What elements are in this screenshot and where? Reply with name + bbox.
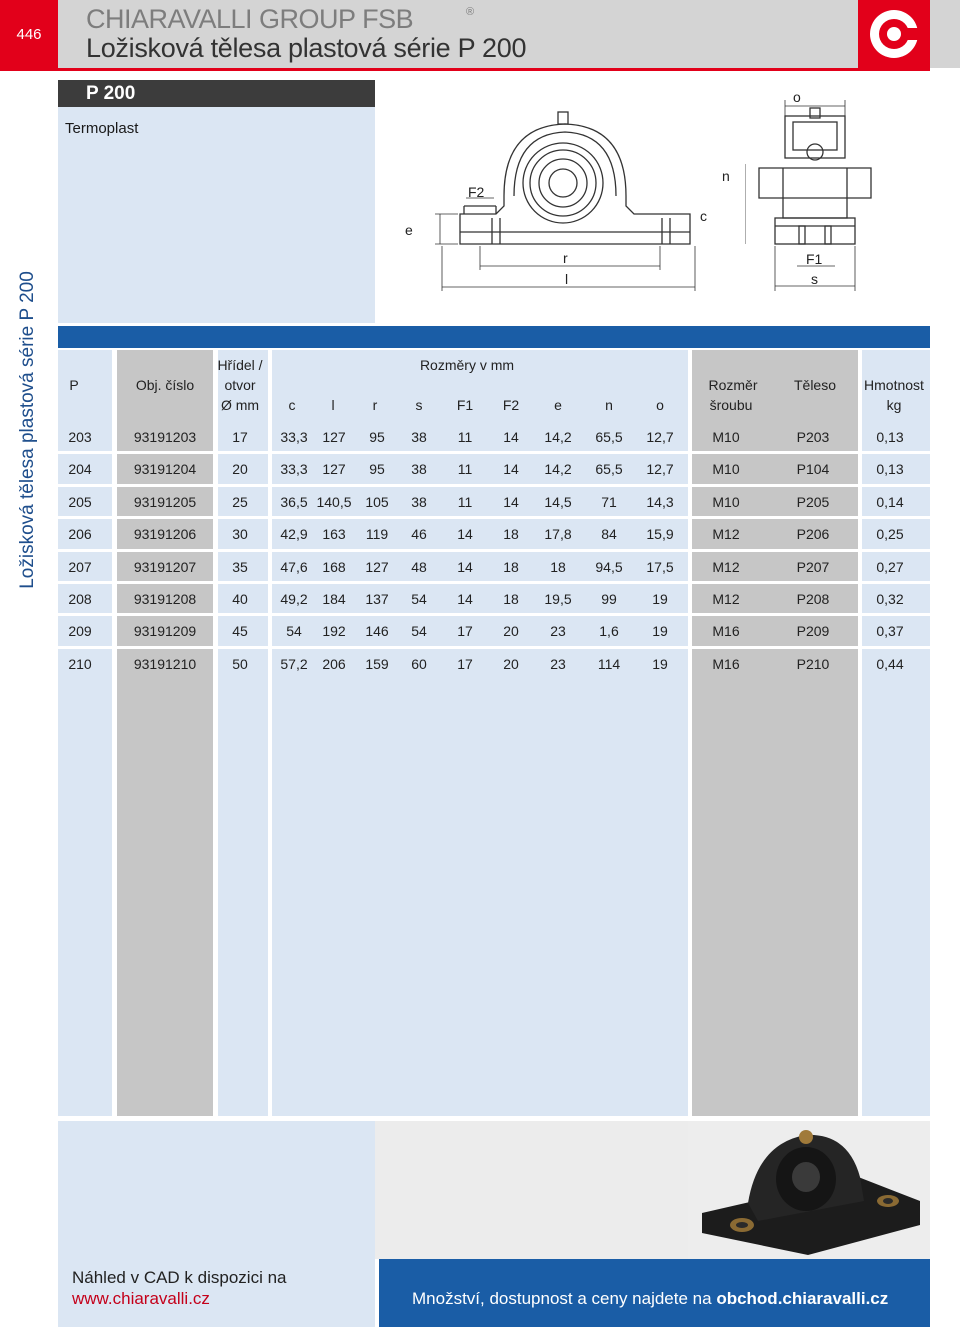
cell-f1: 17 xyxy=(457,656,473,672)
cell-e: 19,5 xyxy=(544,591,572,607)
cad-text: Náhled v CAD k dispozici na xyxy=(72,1268,287,1287)
cell-body: P209 xyxy=(796,623,830,639)
cell-p: 208 xyxy=(68,591,92,607)
th-r: r xyxy=(372,397,378,413)
th-weight-line1: Hmotnost xyxy=(864,377,924,393)
th-shaft-line3: Ø mm xyxy=(220,397,260,413)
series-title: P 200 xyxy=(86,83,136,104)
cell-weight: 0,37 xyxy=(876,623,904,639)
cell-e: 14,5 xyxy=(544,494,572,510)
cell-c: 57,2 xyxy=(280,656,308,672)
cell-p: 206 xyxy=(68,526,92,542)
cell-r: 146 xyxy=(365,623,389,639)
cell-p: 209 xyxy=(68,623,92,639)
cell-c: 33,3 xyxy=(280,461,308,477)
cell-shaft-diameter: 35 xyxy=(232,559,248,575)
cell-f1: 11 xyxy=(457,461,473,477)
cell-order-number: 93191205 xyxy=(133,494,197,510)
th-bolt-line1: Rozměr xyxy=(708,377,758,393)
dim-label-r: r xyxy=(563,250,568,266)
cell-shaft-diameter: 40 xyxy=(232,591,248,607)
cell-r: 105 xyxy=(365,494,389,510)
cell-p: 207 xyxy=(68,559,92,575)
cell-r: 95 xyxy=(369,429,385,445)
cell-f2: 14 xyxy=(503,494,519,510)
cell-order-number: 93191206 xyxy=(133,526,197,542)
cell-o: 14,3 xyxy=(646,494,674,510)
cell-shaft-diameter: 50 xyxy=(232,656,248,672)
cell-weight: 0,13 xyxy=(876,461,904,477)
cell-bolt-size: M12 xyxy=(712,559,740,575)
cell-f2: 18 xyxy=(503,526,519,542)
th-body: Těleso xyxy=(793,377,837,393)
th-o: o xyxy=(656,397,664,413)
cell-l: 127 xyxy=(322,461,346,477)
cell-f1: 11 xyxy=(457,494,473,510)
cell-o: 17,5 xyxy=(646,559,674,575)
cell-r: 159 xyxy=(365,656,389,672)
cell-c: 33,3 xyxy=(280,429,308,445)
cell-f2: 20 xyxy=(503,656,519,672)
cell-f2: 20 xyxy=(503,623,519,639)
th-c: c xyxy=(288,397,296,413)
cell-l: 127 xyxy=(322,429,346,445)
table-row xyxy=(58,615,930,647)
th-shaft-line1: Hřídel / xyxy=(217,357,263,373)
table-row xyxy=(58,453,930,485)
cell-s: 38 xyxy=(411,461,427,477)
cell-body: P206 xyxy=(796,526,830,542)
th-e: e xyxy=(554,397,562,413)
material-label: Termoplast xyxy=(65,120,139,137)
shop-text-prefix: Množství, dostupnost a ceny najdete na xyxy=(412,1289,717,1308)
cell-weight: 0,13 xyxy=(876,429,904,445)
front-view-drawing xyxy=(400,86,700,306)
cell-body: P207 xyxy=(796,559,830,575)
cell-order-number: 93191209 xyxy=(133,623,197,639)
dim-label-l: l xyxy=(565,271,569,287)
cell-l: 140,5 xyxy=(316,494,352,510)
cell-p: 210 xyxy=(68,656,92,672)
cell-n: 84 xyxy=(601,526,617,542)
table-row xyxy=(58,583,930,615)
cell-r: 137 xyxy=(365,591,389,607)
th-f2: F2 xyxy=(502,397,520,413)
cell-l: 206 xyxy=(322,656,346,672)
cell-shaft-diameter: 25 xyxy=(232,494,248,510)
cell-bolt-size: M16 xyxy=(712,656,740,672)
cell-n: 114 xyxy=(597,656,621,672)
cell-order-number: 93191207 xyxy=(133,559,197,575)
cell-f2: 14 xyxy=(503,429,519,445)
cell-f1: 14 xyxy=(457,526,473,542)
cell-shaft-diameter: 17 xyxy=(232,429,248,445)
cell-f2: 18 xyxy=(503,591,519,607)
registered-mark: ® xyxy=(466,6,475,18)
cell-f1: 11 xyxy=(457,429,473,445)
cell-e: 18 xyxy=(550,559,566,575)
cell-s: 48 xyxy=(411,559,427,575)
cell-bolt-size: M12 xyxy=(712,526,740,542)
shop-link[interactable]: obchod.chiaravalli.cz xyxy=(716,1289,889,1308)
th-weight-line2: kg xyxy=(886,397,902,413)
th-dims: Rozměry v mm xyxy=(419,357,515,373)
cell-n: 65,5 xyxy=(595,429,623,445)
th-bolt-line2: šroubu xyxy=(709,397,753,413)
cell-s: 46 xyxy=(411,526,427,542)
page-number: 446 xyxy=(0,0,58,68)
cell-weight: 0,32 xyxy=(876,591,904,607)
cell-order-number: 93191208 xyxy=(133,591,197,607)
cell-s: 38 xyxy=(411,494,427,510)
group-title: CHIARAVALLI GROUP FSB xyxy=(86,4,414,34)
cell-order-number: 93191204 xyxy=(133,461,197,477)
cell-e: 14,2 xyxy=(544,429,572,445)
cell-p: 203 xyxy=(68,429,92,445)
cell-s: 38 xyxy=(411,429,427,445)
cell-c: 36,5 xyxy=(280,494,308,510)
cell-body: P205 xyxy=(796,494,830,510)
cell-order-number: 93191203 xyxy=(133,429,197,445)
cell-c: 47,6 xyxy=(280,559,308,575)
cell-body: P208 xyxy=(796,591,830,607)
cell-e: 17,8 xyxy=(544,526,572,542)
cell-f2: 18 xyxy=(503,559,519,575)
th-p: P xyxy=(69,377,79,393)
th-order-number: Obj. číslo xyxy=(135,377,195,393)
cell-o: 12,7 xyxy=(646,429,674,445)
cell-l: 192 xyxy=(322,623,346,639)
cell-weight: 0,14 xyxy=(876,494,904,510)
table-row xyxy=(58,648,930,680)
cell-weight: 0,44 xyxy=(876,656,904,672)
cell-f1: 14 xyxy=(457,559,473,575)
th-n: n xyxy=(605,397,613,413)
header-rule xyxy=(0,68,930,71)
dim-label-n: n xyxy=(722,168,730,184)
cell-shaft-diameter: 45 xyxy=(232,623,248,639)
cell-c: 42,9 xyxy=(280,526,308,542)
dim-label-c: c xyxy=(700,208,707,224)
cell-e: 14,2 xyxy=(544,461,572,477)
cell-n: 94,5 xyxy=(595,559,623,575)
th-l: l xyxy=(331,397,335,413)
series-title-bar xyxy=(58,80,375,107)
cell-f2: 14 xyxy=(503,461,519,477)
cell-p: 204 xyxy=(68,461,92,477)
th-f1: F1 xyxy=(456,397,474,413)
th-s: s xyxy=(415,397,423,413)
cell-n: 65,5 xyxy=(595,461,623,477)
cell-bolt-size: M10 xyxy=(712,429,740,445)
cell-l: 184 xyxy=(322,591,346,607)
page-title: Ložisková tělesa plastová série P 200 xyxy=(86,33,527,63)
cell-bolt-size: M10 xyxy=(712,461,740,477)
cell-c: 54 xyxy=(286,623,302,639)
cell-o: 12,7 xyxy=(646,461,674,477)
cell-body: P203 xyxy=(796,429,830,445)
dim-label-o: o xyxy=(793,89,801,105)
cad-link[interactable]: www.chiaravalli.cz xyxy=(72,1289,210,1308)
cell-body: P104 xyxy=(796,461,830,477)
chiaravalli-logo xyxy=(858,0,930,68)
cell-n: 99 xyxy=(601,591,617,607)
cell-bolt-size: M12 xyxy=(712,591,740,607)
cell-weight: 0,27 xyxy=(876,559,904,575)
cell-shaft-diameter: 20 xyxy=(232,461,248,477)
series-panel xyxy=(58,80,375,323)
cell-r: 119 xyxy=(365,526,389,542)
cell-shaft-diameter: 30 xyxy=(232,526,248,542)
cell-l: 163 xyxy=(322,526,346,542)
cell-s: 54 xyxy=(411,623,427,639)
dim-label-s: s xyxy=(811,271,818,287)
bearing-housing-photo xyxy=(688,1121,930,1259)
blue-divider xyxy=(58,326,930,348)
cell-r: 127 xyxy=(365,559,389,575)
cell-r: 95 xyxy=(369,461,385,477)
side-label xyxy=(17,271,48,589)
table-row xyxy=(58,421,930,453)
cell-weight: 0,25 xyxy=(876,526,904,542)
cell-s: 54 xyxy=(411,591,427,607)
th-shaft-line2: otvor xyxy=(224,377,256,393)
cell-e: 23 xyxy=(550,623,566,639)
cell-o: 15,9 xyxy=(646,526,674,542)
shop-text xyxy=(412,1289,888,1309)
cell-c: 49,2 xyxy=(280,591,308,607)
table-row xyxy=(58,518,930,550)
cell-e: 23 xyxy=(550,656,566,672)
dim-label-f1: F1 xyxy=(806,251,823,267)
cell-bolt-size: M16 xyxy=(712,623,740,639)
cell-o: 19 xyxy=(652,656,668,672)
table-row xyxy=(58,551,930,583)
cell-f1: 14 xyxy=(457,591,473,607)
dim-label-f2: F2 xyxy=(468,184,485,200)
cell-n: 1,6 xyxy=(599,623,619,639)
cell-order-number: 93191210 xyxy=(133,656,197,672)
cell-f1: 17 xyxy=(457,623,473,639)
cell-bolt-size: M10 xyxy=(712,494,740,510)
cell-l: 168 xyxy=(322,559,346,575)
cell-s: 60 xyxy=(411,656,427,672)
cell-body: P210 xyxy=(796,656,830,672)
cell-o: 19 xyxy=(652,623,668,639)
cell-o: 19 xyxy=(652,591,668,607)
cell-n: 71 xyxy=(601,494,617,510)
cell-p: 205 xyxy=(68,494,92,510)
table-row xyxy=(58,486,930,518)
side-label-text: Ložisková tělesa plastová série P 200 xyxy=(17,271,38,589)
dim-label-e: e xyxy=(405,222,413,238)
